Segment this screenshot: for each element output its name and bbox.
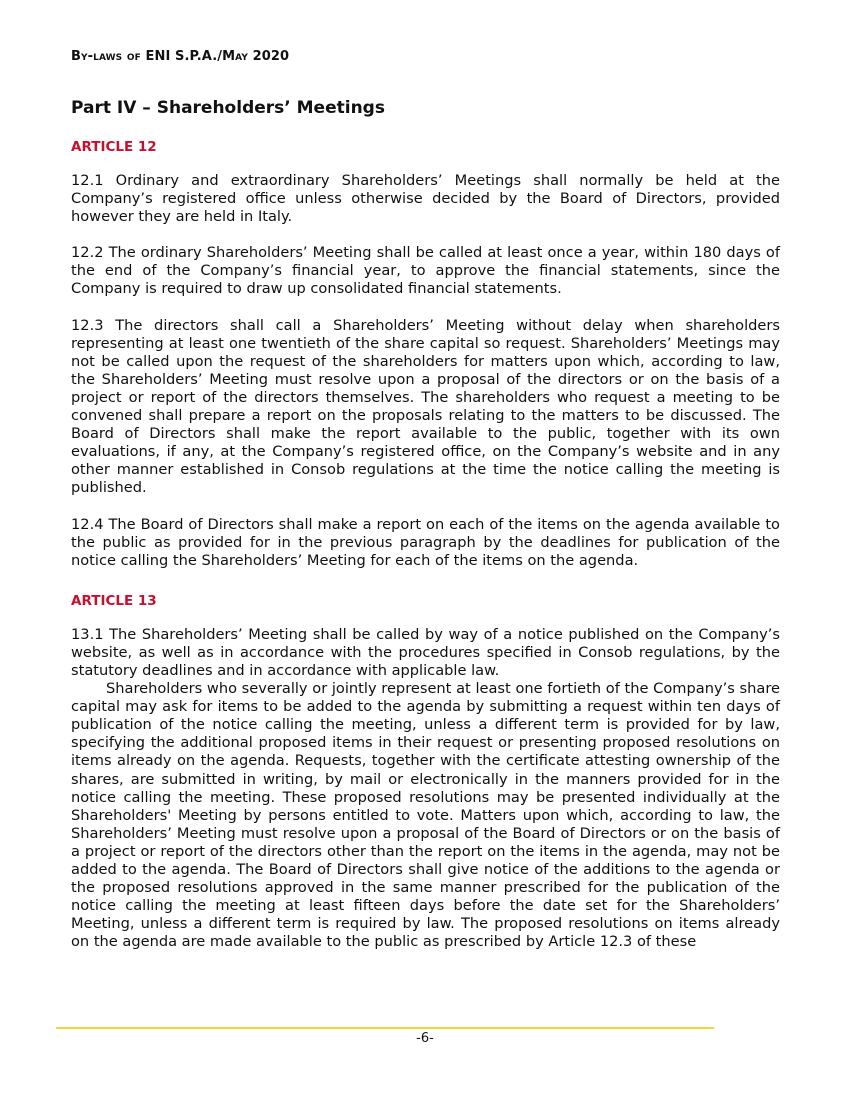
page-number: -6-	[416, 1031, 434, 1046]
running-header	[71, 49, 289, 64]
header-year: 2020	[247, 49, 290, 64]
part-title: Part IV – Shareholders’ Meetings	[71, 98, 385, 118]
paragraph-13-1: 13.1 The Shareholders’ Meeting shall be called by way of a notice published on the Company’s website, as well as in accordance with the procedures specified in Consob regulations, by the statutory deadlines and in accordance with applicable law.	[71, 625, 780, 679]
article-12-heading: ARTICLE 12	[71, 139, 157, 155]
header-by-cap: B	[71, 49, 82, 64]
footer-rule	[56, 1027, 714, 1029]
paragraph-12-3: 12.3 The directors shall call a Shareholders’ Meeting without delay when shareholders representing at least one twentieth of the share capital so request. Shareholders’ Meetings may not be called upon the request of the shareholders for matters upon which, according to law, the Shareholders’ Meeting must resolve upon a proposal of the directors or on the basis of a project or report of the directors themselves. The shareholders who request a meeting to be convened shall prepare a report on the proposals relating to the matters to be discussed. The Board of Directors shall make the report available to the public, together with its own evaluations, if any, at the Company’s registered office, on the Company’s website and in any other manner established in Consob regulations at the time the notice calling the meeting is published.	[71, 316, 780, 497]
header-by-rest: y	[81, 49, 88, 64]
header-may-rest: ay	[235, 49, 248, 64]
paragraph-12-1: 12.1 Ordinary and extraordinary Shareholders’ Meetings shall normally be held at the Company’s registered office unless otherwise decided by the Board of Directors, provided however they are held in Italy.	[71, 172, 780, 226]
article-13-heading: ARTICLE 13	[71, 592, 157, 609]
header-may-cap: M	[222, 49, 236, 64]
document-body	[71, 97, 780, 951]
paragraph-13-1-continued: Shareholders who severally or jointly represent at least one fortieth of the Company’s share capital may ask for items to be added to the agenda by submitting a request within ten days of publication of the notice calling the meeting, unless a different term is provided for by law, specifying the additional proposed items in their request or presenting proposed resolutions on items already on the agenda. Requests, together with the certificate attesting ownership of the shares, are submitted in writing, by mail or electronically in the manners provided for in the notice calling the meeting. These proposed resolutions may be presented individually at the Shareholders' Meeting by persons entitled to vote. Matters upon which, according to law, the Shareholders’ Meeting must resolve upon a proposal of the Board of Directors or on the basis of a project or report of the directors other than the report on the items in the agenda, may not be added to the agenda. The Board of Directors shall give notice of the additions to the agenda or the proposed resolutions approved in the same manner prescribed for the publication of the notice calling the meeting at least fifteen days before the date set for the Shareholders’ Meeting, unless a different term is required by law. The proposed resolutions on items already on the agenda are made available to the public as prescribed by Article 12.3 of these	[71, 680, 780, 951]
header-eni: ENI S.P.A./	[145, 49, 223, 64]
paragraph-12-2: 12.2 The ordinary Shareholders’ Meeting shall be called at least once a year, within 180 days of the end of the Company’s financial year, to approve the financial statements, since the Company is required to draw up consolidated financial statements.	[71, 244, 780, 298]
paragraph-12-4: 12.4 The Board of Directors shall make a report on each of the items on the agenda available to the public as provided for in the previous paragraph by the deadlines for publication of the notice calling the Shareholders’ Meeting for each of the items on the agenda.	[71, 515, 780, 569]
header-laws-of: -laws of	[87, 49, 146, 64]
